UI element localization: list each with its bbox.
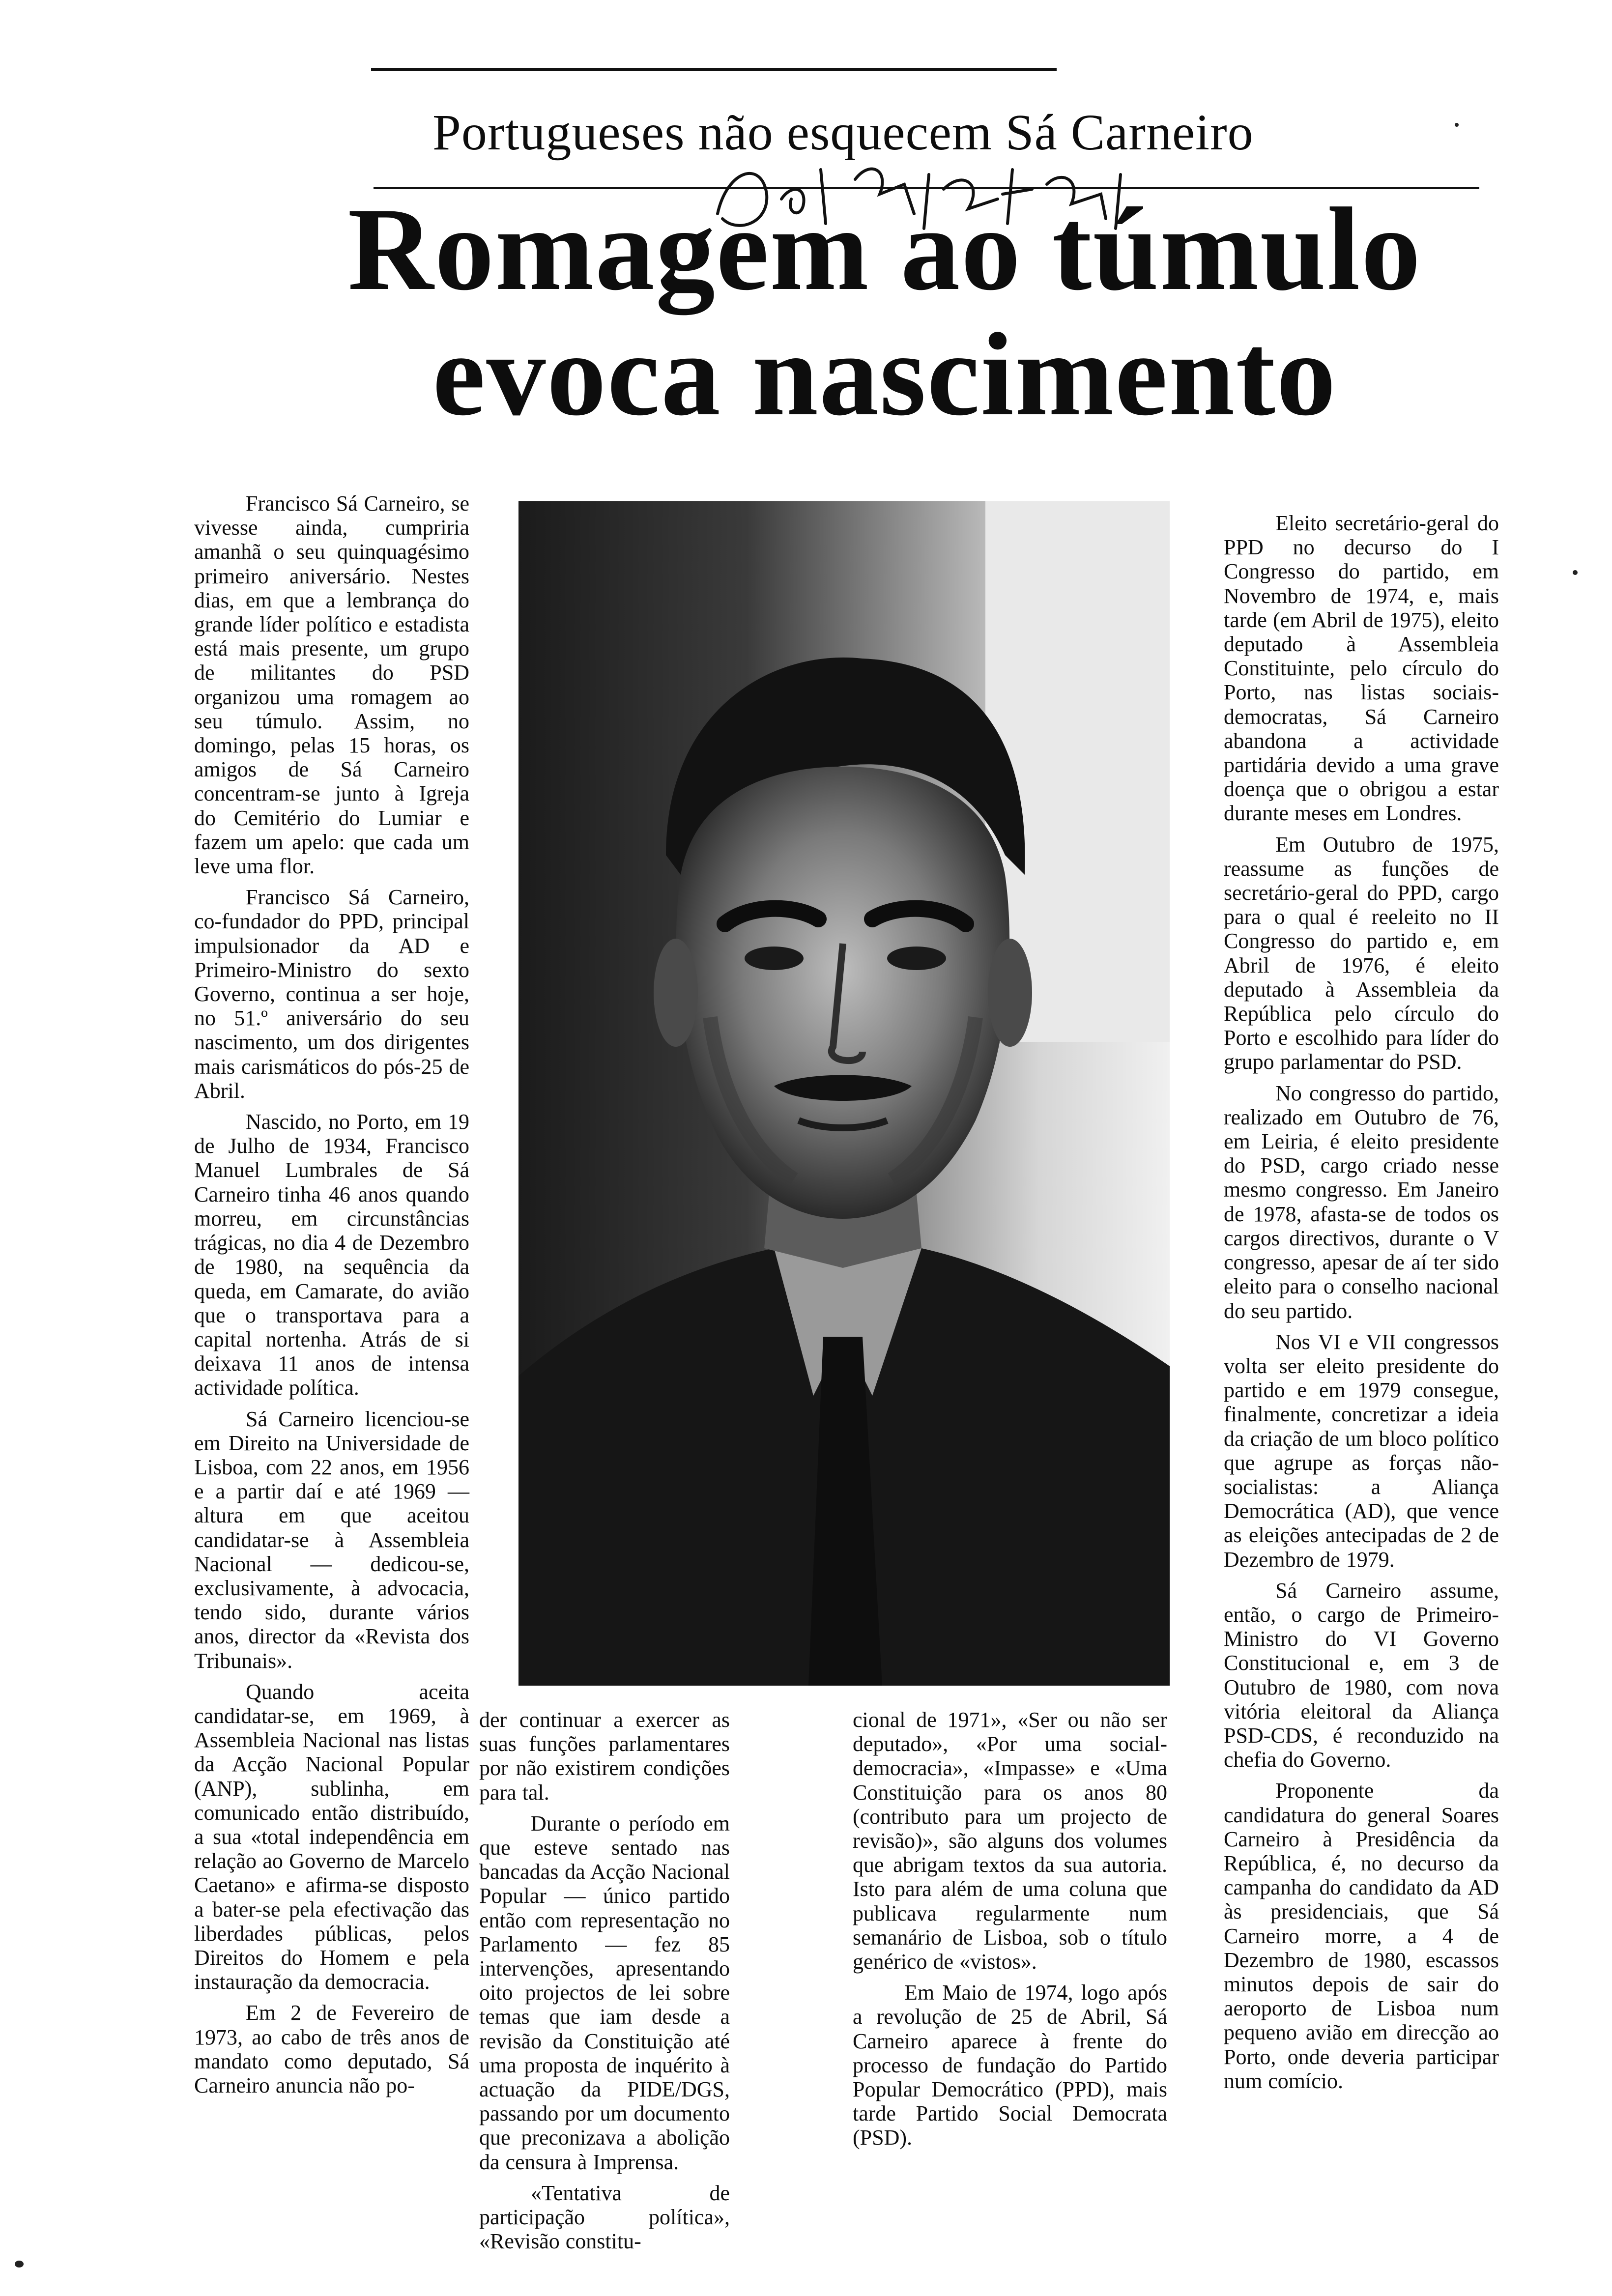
- headline-line-2: evoca nascimento: [432, 309, 1337, 440]
- paragraph: Proponente da candidatura do general Soares Carneiro à Presidência da República, é, no decurso da campanha do candidato da AD às presidenciais, que Sá Carneiro morre, a 4 de Dezembro de 1980, escassos minutos depois de sair do aeroporto de Lisboa num pequeno avião em direcção ao Porto, onde deveria participar num comício.: [1224, 1779, 1499, 2093]
- article-column-2: [479, 1708, 730, 2253]
- headline-line-1: Romagem ao túmulo: [347, 183, 1422, 315]
- paragraph: Durante o período em que esteve sentado nas bancadas da Acção Nacional Popular — único partido então com representação no Parlamento — fez 85 intervenções, apresentando oito projectos de lei sobre temas que iam desde a revisão da Constituição até uma proposta de inquérito à actuação da PIDE/DGS, passando por um documento que preconizava a abolição da censura à Imprensa.: [479, 1811, 730, 2174]
- paragraph: Francisco Sá Carneiro, se vivesse ainda, cumpriria amanhã o seu quinquagésimo primeiro aniversário. Nestes dias, em que a lembrança do grande líder político e estadista está mais presente, um grupo de militantes do PSD organizou uma romagem ao seu túmulo. Assim, no domingo, pelas 15 horas, os amigos de Sá Carneiro concentram-se junto à Igreja do Cemitério do Lumiar e fazem um apelo: que cada um leve uma flor.: [194, 491, 469, 879]
- article-column-4: [1224, 511, 1499, 2093]
- paragraph: Em 2 de Fevereiro de 1973, ao cabo de três anos de mandato como deputado, Sá Carneiro anuncia não po-: [194, 2001, 469, 2097]
- print-speck: [1573, 570, 1578, 575]
- paragraph: Francisco Sá Carneiro, co-fundador do PPD, principal impulsionador da AD e Primeiro-Ministro do sexto Governo, continua a ser hoje, no 51.º aniversário do seu nascimento, um dos dirigentes mais carismáticos do pós-25 de Abril.: [194, 885, 469, 1103]
- article-column-1: [194, 491, 469, 2097]
- print-speck: [1455, 123, 1459, 127]
- paragraph: «Tentativa de participação política», «Revisão constitu-: [479, 2181, 730, 2254]
- paragraph: Quando aceita candidatar-se, em 1969, à Assembleia Nacional nas listas da Acção Nacional Popular (ANP), sublinha, em comunicado então distribuído, a sua «total independência em relação ao Governo de Marcelo Caetano» e afirma-se disposto a bater-se pela efectivação das liberdades públicas, pelos Direitos do Homem e pela instauração da democracia.: [194, 1679, 469, 1994]
- paragraph: cional de 1971», «Ser ou não ser deputado», «Por uma social-democracia», «Impasse» e «Uma Constituição para os anos 80 (contributo para um projecto de revisão)», são alguns dos volumes que abrigam textos da sua autoria. Isto para além de uma coluna que publicava regularmente num semanário de Lisboa, sob o título genérico de «vistos».: [853, 1708, 1167, 1974]
- paragraph: Eleito secretário-geral do PPD no decurso do I Congresso do partido, em Novembro de 1974, e, mais tarde (em Abril de 1975), eleito deputado à Assembleia Constituinte, pelo círculo do Porto, nas listas sociais-democratas, Sá Carneiro abandona a actividade partidária devido a uma grave doença que o obrigou a estar durante meses em Londres.: [1224, 511, 1499, 826]
- paragraph: No congresso do partido, realizado em Outubro de 76, em Leiria, é eleito presidente do PSD, cargo criado nesse mesmo congresso. Em Janeiro de 1978, afasta-se de todos os cargos directivos, durante o V congresso, apesar de aí ter sido eleito para o conselho nacional do seu partido.: [1224, 1081, 1499, 1323]
- paragraph: Em Outubro de 1975, reassume as funções de secretário-geral do PPD, cargo para o qual é reeleito no II Congresso do partido e, em Abril de 1976, é eleito deputado à Assembleia da República pelo círculo do Porto e escolhido para líder do grupo parlamentar do PSD.: [1224, 832, 1499, 1074]
- portrait-photo: [518, 501, 1170, 1686]
- article-column-3: [853, 1708, 1167, 2150]
- portrait-photo-icon: [518, 501, 1170, 1686]
- print-speck: [15, 2261, 24, 2267]
- article-kicker: Portugueses não esquecem Sá Carneiro: [432, 104, 1254, 161]
- article-headline: [256, 183, 1514, 440]
- paragraph: Sá Carneiro licenciou-se em Direito na Universidade de Lisboa, com 22 anos, em 1956 e a partir daí e até 1969 — altura em que aceitou candidatar-se à Assembleia Nacional — dedicou-se, exclusivamente, à advocacia, tendo sido, durante vários anos, director da «Revista dos Tribunais».: [194, 1406, 469, 1673]
- paragraph: Sá Carneiro assume, então, o cargo de Primeiro-Ministro do VI Governo Constitucional e, em 3 de Outubro de 1980, com nova vitória eleitoral da Aliança PSD-CDS, é reconduzido na chefia do Governo.: [1224, 1578, 1499, 1772]
- paragraph: der continuar a exercer as suas funções parlamentares por não existirem condições para tal.: [479, 1708, 730, 1805]
- paragraph: Nascido, no Porto, em 19 de Julho de 1934, Francisco Manuel Lumbrales de Sá Carneiro tinha 46 anos quando morreu, em circunstâncias trágicas, no dia 4 de Dezembro de 1980, na sequência da queda, em Camarate, do avião que o transportava para a capital nortenha. Atrás de si deixava 11 anos de intensa actividade política.: [194, 1110, 469, 1400]
- paragraph: Nos VI e VII congressos volta ser eleito presidente do partido e em 1979 consegue, finalmente, concretizar a ideia da criação de um bloco político que agrupe as forças não-socialistas: a Aliança Democrática (AD), que vence as eleições antecipadas de 2 de Dezembro de 1979.: [1224, 1329, 1499, 1572]
- top-rule: [371, 68, 1057, 71]
- paragraph: Em Maio de 1974, logo após a revolução de 25 de Abril, Sá Carneiro aparece à frente do processo de fundação do Partido Popular Democrático (PPD), mais tarde Partido Social Democrata (PSD).: [853, 1980, 1167, 2150]
